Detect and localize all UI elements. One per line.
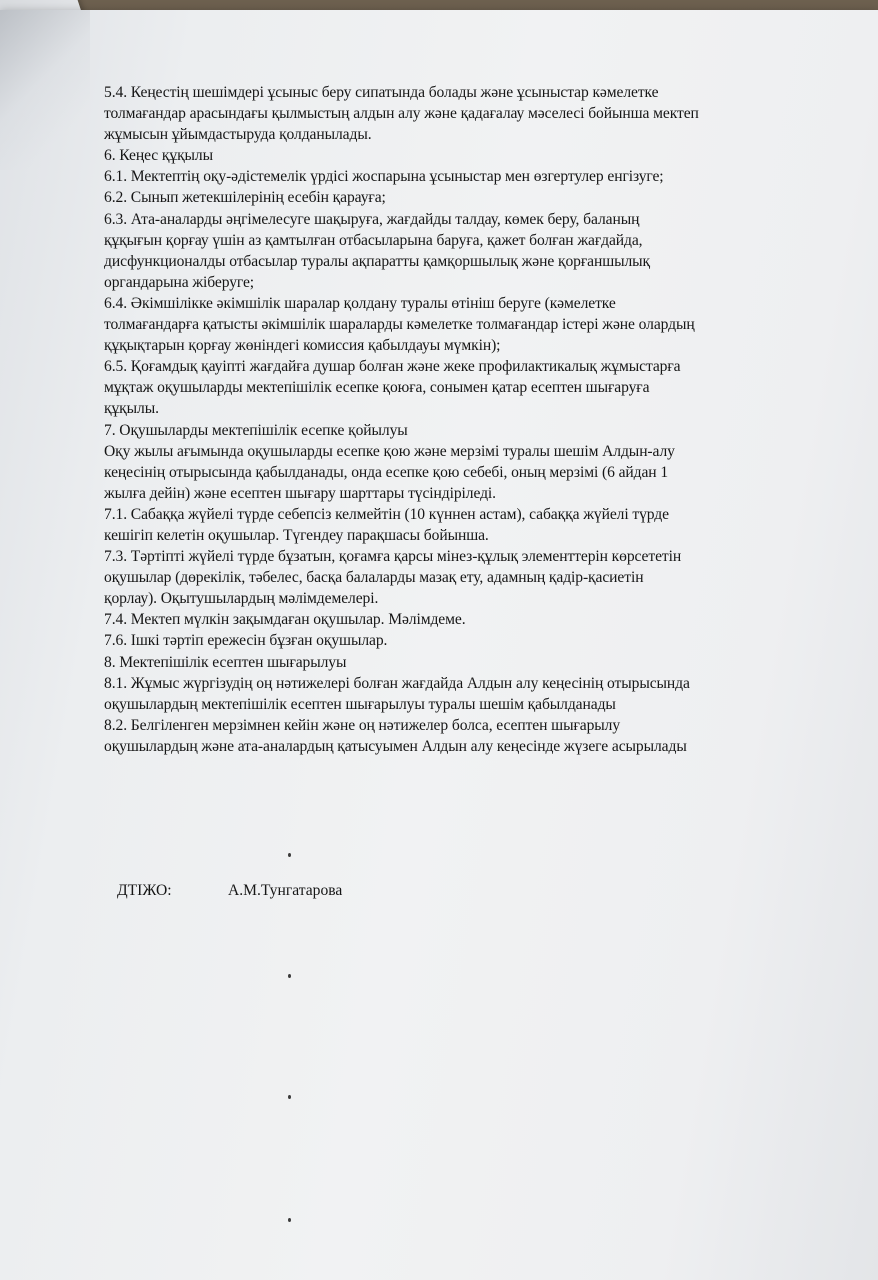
paper-speck [288, 853, 291, 857]
document-line: толмағандарға қатысты әкімшілік шараларды кәмелетке толмағандар істері және олардың [104, 316, 695, 334]
document-line: 7.3. Тәртіпті жүйелі түрде бұзатын, қоғамға қарсы мінез-құлық элементтерін көрсететін [104, 548, 682, 566]
document-line: құқығын қорғау үшін аз қамтылған отбасыларына баруға, қажет болған жағдайда, [104, 231, 643, 249]
document-line: 6.4. Әкімшілікке әкімшілік шаралар қолдану туралы өтініш беруге (кәмелетке [104, 294, 616, 312]
document-line: 6.1. Мектептің оқу-әдістемелік үрдісі жоспарына ұсыныстар мен өзгертулер енгізуге; [104, 168, 664, 186]
document-body [104, 82, 834, 757]
page-corner-shadow [0, 10, 90, 170]
document-line: 6.5. Қоғамдық қауіпті жағдайға душар болған және жеке профилактикалық жұмыстарға [104, 358, 681, 376]
paper-speck [288, 974, 291, 978]
document-line: құқылы. [104, 400, 159, 418]
document-line: оқушылар (дөрекілік, тәбелес, басқа балаларды мазақ ету, адамның қадір-қасиетін [104, 569, 644, 587]
document-line: оқушылардың және ата-аналардың қатысуымен Алдын алу кеңесінде жүзеге асырылады [104, 737, 687, 755]
document-line: 7.6. Ішкі тәртіп ережесін бұзған оқушылар. [104, 632, 388, 650]
document-line: Оқу жылы ағымында оқушыларды есепке қою және мерзімі туралы шешім Алдын-алу [104, 442, 675, 460]
document-line: дисфункционалды отбасылар туралы ақпаратты қамқоршылық және қорғаншылық [104, 252, 651, 270]
document-line: 8.2. Белгіленген мерзімнен кейін және оң нәтижелер болса, есептен шығарылу [104, 716, 621, 734]
document-line: 6.3. Ата-аналарды әңгімелесуге шақыруға, жағдайды талдау, көмек беру, баланың [104, 210, 640, 228]
paper-speck [288, 1218, 291, 1222]
document-line: органдарына жіберуге; [104, 273, 255, 291]
document-line: құқықтарын қорғау жөніндегі комиссия қабылдауы мүмкін); [104, 337, 501, 355]
document-line: 6.2. Сынып жетекшілерінің есебін қарауға; [104, 189, 386, 207]
document-line: кешігіп келетін оқушылар. Түгендеу парақшасы бойынша. [104, 526, 489, 544]
document-line: 7.4. Мектеп мүлкін зақымдаған оқушылар. Мәлімдеме. [104, 611, 466, 629]
document-line: толмағандар арасындағы қылмыстың алдын алу және қадағалау мәселесі бойынша мектеп [104, 105, 699, 123]
document-line: 7.1. Сабаққа жүйелі түрде себепсіз келмейтін (10 күннен астам), сабаққа жүйелі түрде [104, 505, 669, 523]
paper-speck [288, 1095, 291, 1099]
document-line: кеңесінің отырысында қабылданады, онда есепке қою себебі, оның мерзімі (6 айдан 1 [104, 463, 669, 481]
section-heading: 6. Кеңес құқылы [104, 147, 213, 165]
document-line: жұмысын ұйымдастыруда қолданылады. [104, 126, 372, 144]
section-heading: 8. Мектепішілік есептен шығарылуы [104, 653, 347, 671]
document-line: оқушылардың мектепішілік есептен шығарылуы туралы шешім қабылданады [104, 695, 616, 713]
document-line: қорлау). Оқытушылардың мәлімдемелері. [104, 590, 379, 608]
document-line: жылға дейін) және есептен шығару шарттары түсіндіріледі. [104, 484, 496, 502]
section-heading: 7. Оқушыларды мектепішілік есепке қойылуы [104, 421, 408, 439]
document-line: мұқтаж оқушыларды мектепішілік есепке қоюға, сонымен қатар есептен шығаруға [104, 379, 650, 397]
document-line: 8.1. Жұмыс жүргізудің оң нәтижелері болған жағдайда Алдын алу кеңесінің отырысында [104, 674, 690, 692]
signatory-role: ДТІЖО: [117, 882, 172, 899]
signatory-name: А.М.Тунгатарова [228, 882, 343, 899]
document-line: 5.4. Кеңестің шешімдері ұсыныс беру сипатында болады және ұсыныстар кәмелетке [104, 84, 659, 101]
